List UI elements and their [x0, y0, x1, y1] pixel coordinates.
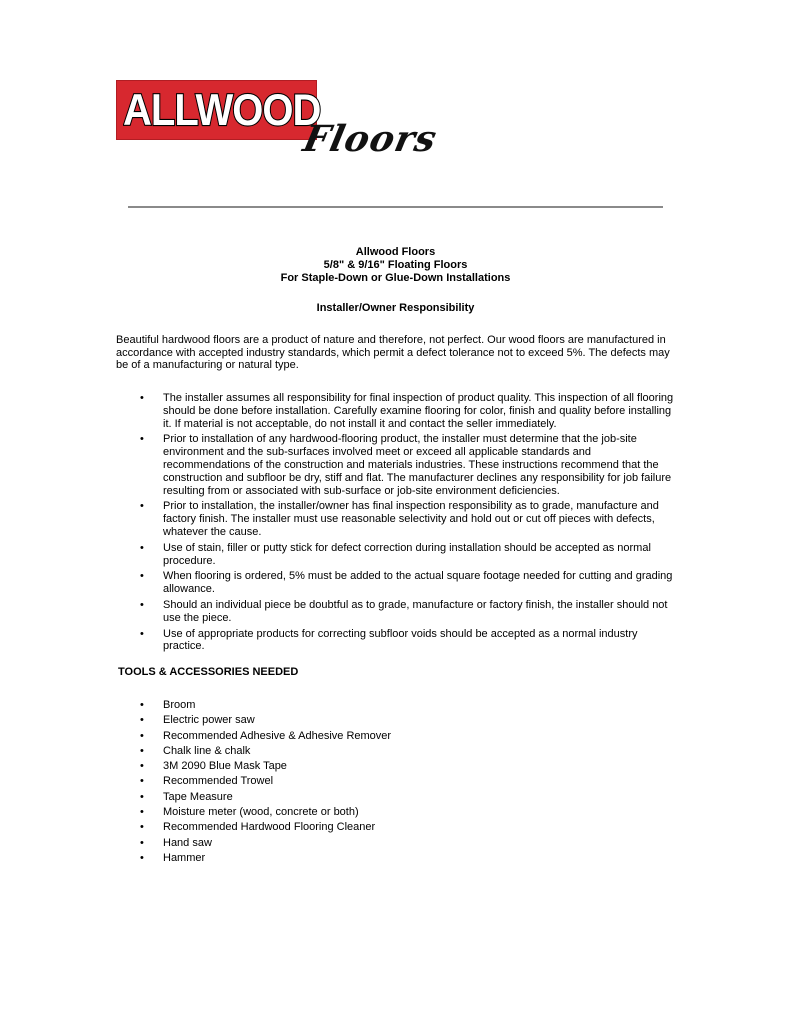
tool-item: [116, 745, 391, 760]
tool-item: [116, 775, 391, 790]
tool-item: [116, 699, 391, 714]
tool-item-text: Chalk line & chalk: [163, 744, 251, 757]
tool-item-text: Hand saw: [163, 836, 212, 849]
logo-script-text: Floors: [299, 118, 441, 160]
bullet-icon: •: [140, 627, 144, 640]
bullet-icon: •: [140, 821, 144, 834]
list-item-text: The installer assumes all responsibility for final inspection of product quality. This inspection of all flooring should be done before installation. Carefully examine flooring for color, finish and quality before installing it. If material is not acceptable, do not install it and contact the seller immediately.: [163, 392, 674, 430]
bullet-icon: •: [140, 699, 144, 711]
tools-heading: TOOLS & ACCESSORIES NEEDED: [118, 666, 299, 678]
bullet-icon: •: [140, 775, 144, 788]
tool-item-text: Recommended Adhesive & Adhesive Remover: [163, 729, 392, 742]
bullet-icon: •: [140, 806, 144, 819]
tools-list: [116, 699, 391, 867]
list-item-text: Use of stain, filler or putty stick for defect correction during installation should be accepted as normal procedure.: [163, 541, 651, 567]
tool-item-text: Tape Measure: [163, 790, 233, 803]
tool-item-text: Electric power saw: [163, 714, 255, 727]
tool-item: [116, 821, 391, 836]
bullet-icon: •: [140, 790, 144, 803]
logo-wordmark: ALLWOOD: [123, 86, 321, 136]
responsibility-list: [116, 392, 676, 656]
list-item: [116, 628, 676, 654]
tool-item: [116, 837, 391, 852]
bullet-icon: •: [140, 729, 144, 742]
bullet-icon: •: [140, 851, 144, 864]
list-item-text: Should an individual piece be doubtful as to grade, manufacture or factory finish, the installer should not use the piece.: [163, 598, 668, 624]
bullet-icon: •: [140, 541, 144, 554]
list-item: [116, 599, 676, 625]
intro-paragraph: Beautiful hardwood floors are a product of nature and therefore, not perfect. Our wood floors are manufactured in accordance with accepted industry standards, which permit a defect tolerance not to exceed 5%. The defects may be of a manufacturing or natural type.: [116, 334, 670, 372]
bullet-icon: •: [140, 433, 144, 446]
list-item: [116, 392, 676, 430]
doc-title-line1: Allwood Floors: [355, 246, 436, 258]
list-item-text: When flooring is ordered, 5% must be added to the actual square footage needed for cutting and grading allowance.: [163, 570, 673, 596]
tool-item: [116, 806, 391, 821]
bullet-icon: •: [140, 570, 144, 583]
logo-red-box: [116, 80, 321, 140]
bullet-icon: •: [140, 714, 144, 727]
list-item: [116, 542, 676, 568]
tool-item-text: 3M 2090 Blue Mask Tape: [163, 760, 287, 773]
list-item: [116, 500, 676, 538]
list-item-text: Prior to installation of any hardwood-flooring product, the installer must determine that the job-site environment and the sub-surfaces involved meet or exceed all applicable standards and recommendations of the construction and materials industries. These instructions recommend that the construction and subfloor be dry, stiff and flat. The manufacturer declines any responsibility for job failure resulting from or associated with sub-surface or job-site environment deficiencies.: [163, 433, 672, 497]
tool-item: [116, 852, 391, 867]
allwood-floors-logo: [116, 80, 441, 165]
list-item: [116, 433, 676, 497]
tool-item: [116, 791, 391, 806]
list-item-text: Use of appropriate products for correcting subfloor voids should be accepted as a normal industry practice.: [163, 627, 638, 653]
list-item: [116, 570, 676, 596]
tool-item: [116, 760, 391, 775]
tool-item-text: Broom: [163, 699, 196, 711]
tool-item-text: Recommended Trowel: [163, 775, 274, 788]
list-item-text: Prior to installation, the installer/owner has final inspection responsibility as to grade, manufacture and factory finish. The installer must use reasonable selectivity and hold out or cut off pieces with defects, whatever the cause.: [163, 500, 659, 538]
tool-item: [116, 714, 391, 729]
section-heading: Installer/Owner Responsibility: [316, 302, 475, 314]
bullet-icon: •: [140, 500, 144, 513]
bullet-icon: •: [140, 744, 144, 757]
tool-item-text: Hammer: [163, 851, 206, 864]
tool-item-text: Recommended Hardwood Flooring Cleaner: [163, 821, 376, 834]
doc-title-line2: 5/8" & 9/16" Floating Floors: [323, 259, 468, 271]
doc-title-line3: For Staple-Down or Glue-Down Installations: [280, 272, 511, 284]
header-divider: [128, 206, 663, 208]
bullet-icon: •: [140, 598, 144, 611]
bullet-icon: •: [140, 392, 144, 404]
bullet-icon: •: [140, 760, 144, 773]
tool-item: [116, 730, 391, 745]
tool-item-text: Moisture meter (wood, concrete or both): [163, 806, 359, 819]
bullet-icon: •: [140, 836, 144, 849]
